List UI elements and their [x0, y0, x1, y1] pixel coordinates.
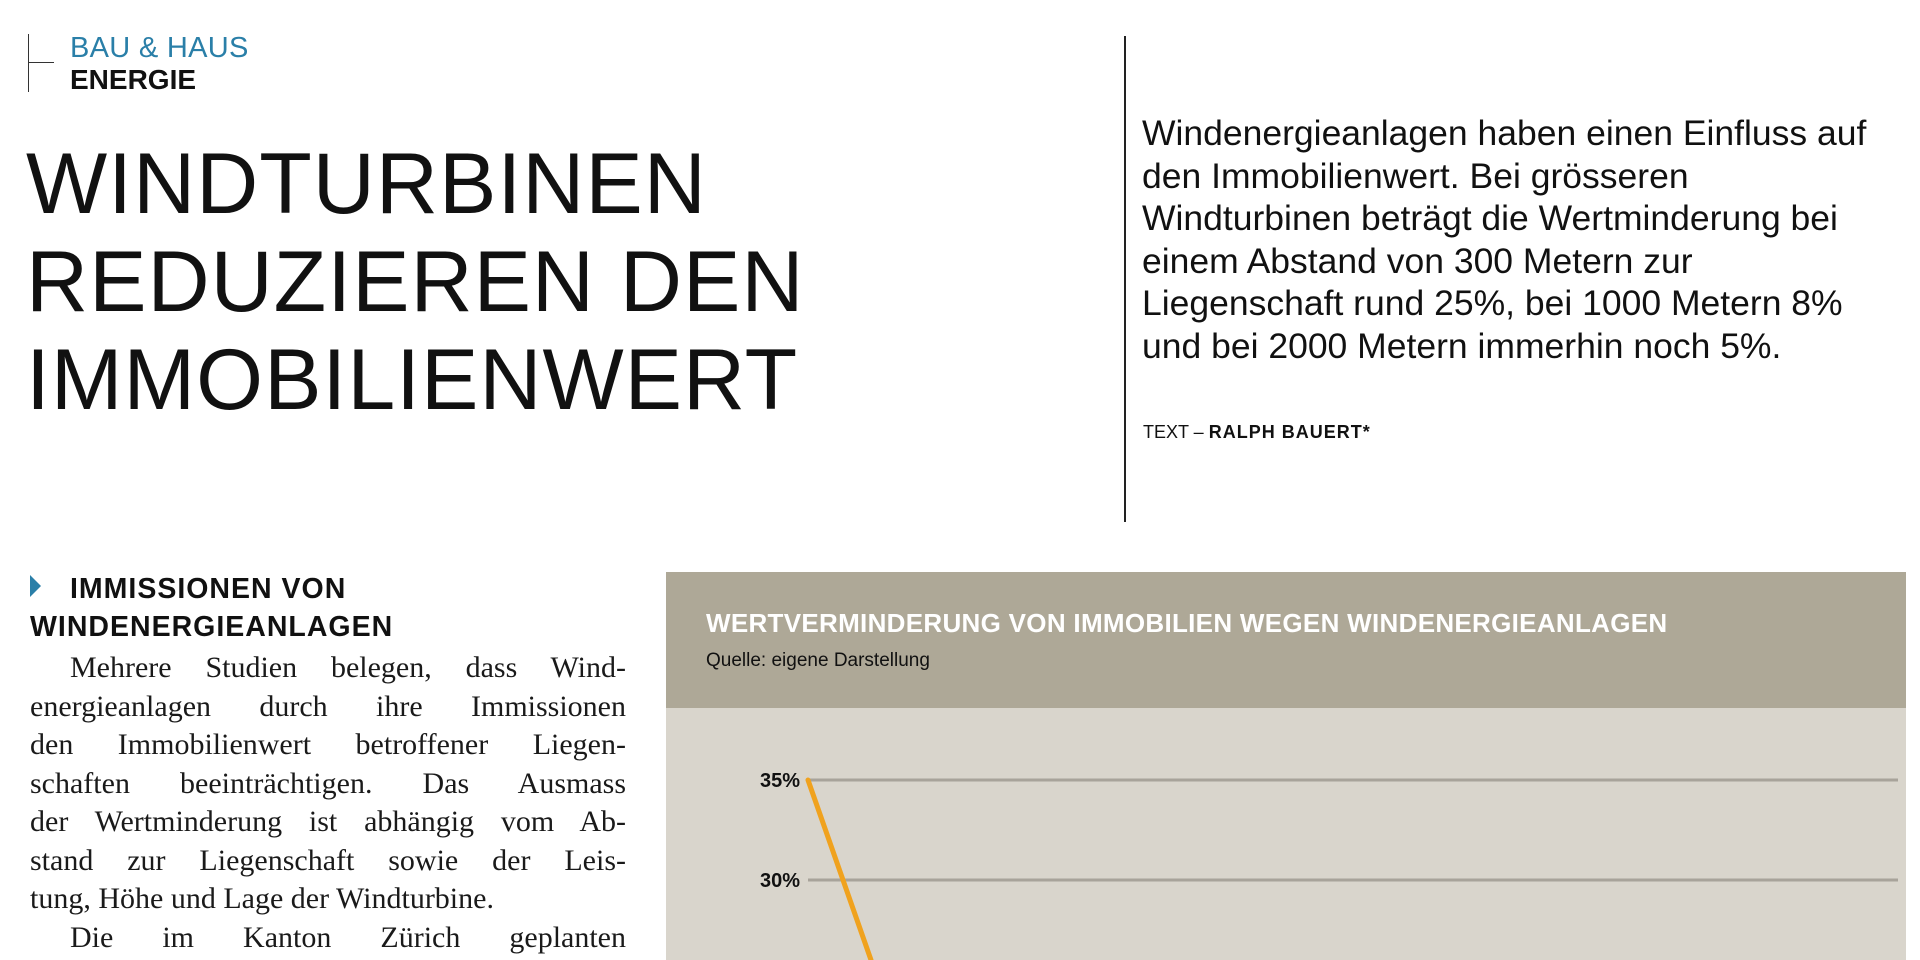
article-body: [30, 649, 626, 957]
rubric-category: BAU & HAUS: [70, 32, 249, 64]
line-chart: [666, 572, 1906, 960]
author-name: RALPH BAUERT*: [1208, 422, 1371, 442]
body-paragraph: [30, 649, 626, 919]
body-paragraph: [30, 919, 626, 958]
section-heading-line-2: WINDENERGIEANLAGEN: [30, 611, 394, 643]
headline-line-1: WINDTURBINEN: [26, 136, 707, 232]
chart-title: WERTVERMINDERUNG VON IMMOBILIEN WEGEN WINDENERGIEANLAGEN: [706, 608, 1668, 638]
author-credit: [1143, 422, 1371, 443]
section-heading-line-1: IMMISSIONEN VON: [70, 573, 347, 605]
section-heading: [30, 570, 590, 646]
body-line: stand zur Liegenschaft sowie der Leis-: [30, 843, 626, 877]
y-tick-label: 35%: [759, 770, 800, 792]
body-line: energieanlagen durch ihre Immissionen: [30, 689, 626, 723]
y-tick-label: 30%: [759, 870, 800, 892]
body-line: Mehrere Studien belegen, dass Wind-: [70, 651, 626, 684]
headline-line-2: REDUZIEREN DEN: [26, 234, 805, 330]
headline-line-3: IMMOBILIENWERT: [26, 332, 799, 428]
article-lead: Windenergieanlagen haben einen Einfluss auf den Immobilienwert. Bei grösseren Windturbinen beträgt die Wertminderung bei einem Abstand von 300 Metern zur Liegenschaft rund 25%, bei 1000 Metern 8% und bei 2000 Metern immerhin noch 5%.: [1142, 113, 1867, 366]
rubric-tick: [28, 62, 54, 63]
rubric-bar: [28, 34, 29, 92]
body-line: tung, Höhe und Lage der Windturbine.: [30, 882, 494, 915]
column-divider: [1124, 36, 1126, 522]
body-line: schaften beeinträchtigen. Das Ausmass: [30, 766, 626, 800]
chart-source: Quelle: eigene Darstellung: [706, 650, 930, 671]
body-line: der Wertminderung ist abhängig vom Ab-: [30, 805, 626, 838]
credit-label: TEXT –: [1143, 422, 1204, 442]
series-line: [808, 780, 871, 960]
rubric-subcategory: ENERGIE: [70, 64, 197, 95]
article-headline: [26, 135, 805, 429]
body-line: Die im Kanton Zürich geplanten: [70, 920, 626, 954]
body-line: den Immobilienwert betroffener Liegen-: [30, 728, 626, 761]
chart-panel: [666, 572, 1906, 960]
